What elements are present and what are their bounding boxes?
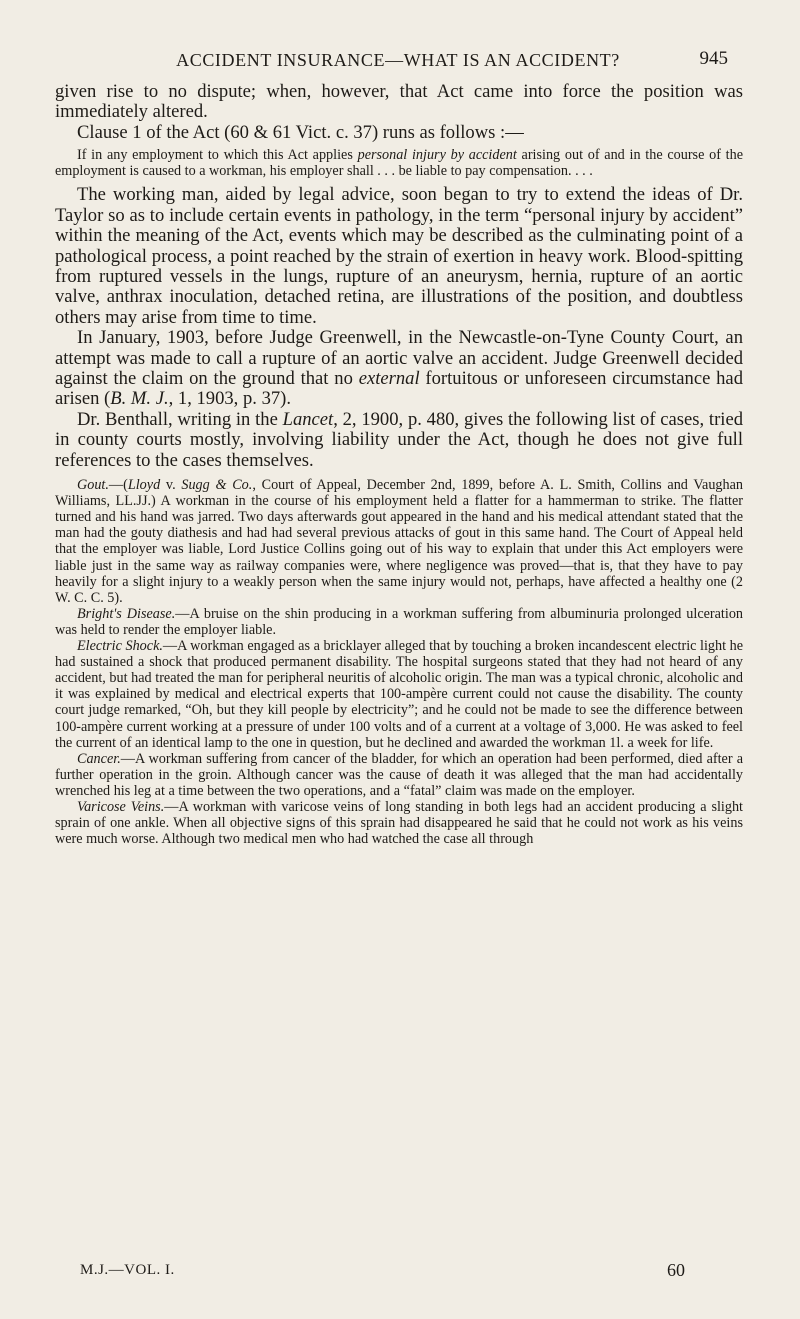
case-cancer [55,751,743,799]
quote-emphasis: personal injury by accident [357,147,517,164]
quote-after: arising out of and in the course of the employment is caused to a workman, his employer shall . . . be liable to pay compensation. . . . [55,147,743,180]
case-cancer-label: Cancer. [77,750,121,767]
case-electric-shock [55,638,743,751]
case-varicose-text: —A workman with varicose veins of long standing in both legs had an accident producing a slight sprain of one ankle. When all objective signs of this sprain had disappeared he said that he could not work as his veins were much worse. Although two medical men who had watched the case all through [55,798,743,848]
case-brights-disease [55,606,743,638]
case-gout [55,477,743,606]
paragraph-greenwell [55,328,743,410]
intro-paragraph: given rise to no dispute; when, however, that Act came into force the position was immediately altered. [55,81,743,123]
running-header [118,50,728,80]
quote-before: If in any employment to which this Act applies [77,147,358,164]
paragraph-working-man: The working man, aided by legal advice, soon began to try to extend the ideas of Dr. Taylor so as to include certain events in pathology, in the term “personal injury by accident” within the meaning of the Act, events which may be described as the culminating point of a pathological process, a point reached by the strain of exertion in heavy work. Blood-spitting from ruptured vessels in the lungs, rupture of an aneurysm, hernia, rupture of an aortic valve, anthrax inoculation, detached retina, are illustrations of the position, and doubtless others may arise from time to time. [55,184,743,328]
case-gout-defendant: Sugg & Co. [181,477,253,494]
case-electric-text: —A workman engaged as a bricklayer alleged that by touching a broken incandescent electric light he had sustained a shock that produced permanent disability. The hospital surgeons stated that they had not heard of any accident, but had treated the man for peripheral neuritis of alcoholic origin. The man was a typical chronic, alcoholic and it was explained by medical and electrical experts that 100-ampère current could not cause the disability. The county court judge remarked, “Oh, but they kill people by electricity”; and he could not be made to see the difference between 100-ampère current working at a pressure of under 100 volts and of a current at a voltage of 3,000. He was asked to feel the current of an identical lamp to the one in question, but he declined and awarded the workman 1l. a week for life. [55,638,744,751]
para3-after: , 2, 1900, p. 480, gives the following list of cases, tried in county courts mostly, involving liability under the Act, though he does not give full references to the cases themselves. [55,408,743,471]
case-gout-v: v. [160,477,182,494]
case-gout-dash: —( [108,477,128,494]
case-varicose-veins [55,799,743,847]
para2-after: , 1, 1903, p. 37). [168,388,291,410]
case-electric-label: Electric Shock. [77,638,163,655]
paragraph-benthall [55,410,743,471]
case-gout-parties: Lloyd [127,477,161,494]
para2-middle: fortuitous or unforeseen circumstance had arisen ( [55,368,743,410]
case-gout-label: Gout. [77,477,109,494]
page-number: 945 [699,48,728,69]
signature-number: 60 [667,1260,685,1280]
para3-before: Dr. Benthall, writing in the [77,408,283,430]
para2-before: In January, 1903, before Judge Greenwell, in the Newcastle-on-Tyne County Court, an attempt was made to call a rupture of an aortic valve an accident. Judge Greenwell decided against the claim on the ground that no [55,327,743,390]
case-bright-text: —A bruise on the shin producing in a workman suffering from albuminuria prolonged ulceration was held to render the employer liable. [55,605,744,638]
case-bright-label: Bright's Disease. [77,605,176,622]
page-footer [80,1262,685,1284]
statute-quote [55,147,743,179]
page-body [55,82,743,847]
clause-intro: Clause 1 of the Act (60 & 61 Vict. c. 37) runs as follows :— [77,121,524,143]
case-cancer-text: —A workman suffering from cancer of the bladder, for which an operation had been performed, died after a further operation in the groin. Although cancer was the cause of death it was alleged that the man had accidentally wrenched his leg at a time between the two operations, and a “fatal” claim was made on the employer. [55,750,743,799]
case-varicose-label: Varicose Veins. [77,798,165,815]
para2-citation: B. M. J. [110,388,169,410]
para3-journal: Lancet [282,408,334,430]
running-title: ACCIDENT INSURANCE—WHAT IS AN ACCIDENT? [176,50,620,70]
signature-mark: M.J.—VOL. I. [80,1262,175,1278]
case-gout-text: , Court of Appeal, December 2nd, 1899, before A. L. Smith, Collins and Vaughan Williams, LL.JJ.) A workman in the course of his employment held a flatter for a hammerman to strike. The flatter turned and his hand was jarred. Two days afterwards gout appeared in the hand and his medical attendant stated that the man had the gouty diathesis and had had several previous attacks of gout in this same hand. The Court of Appeal held that the employer was liable, Lord Justice Collins going out of his way to explain that under this Act employers were liable just in the same way as railway companies were, where negligence was proved—that is, that they have to pay heavily for a slight injury to a weakly person when the same injury would not, perhaps, have affected a healthy one (2 W. C. C. 5). [55,477,744,606]
para2-emphasis: external [358,368,420,390]
